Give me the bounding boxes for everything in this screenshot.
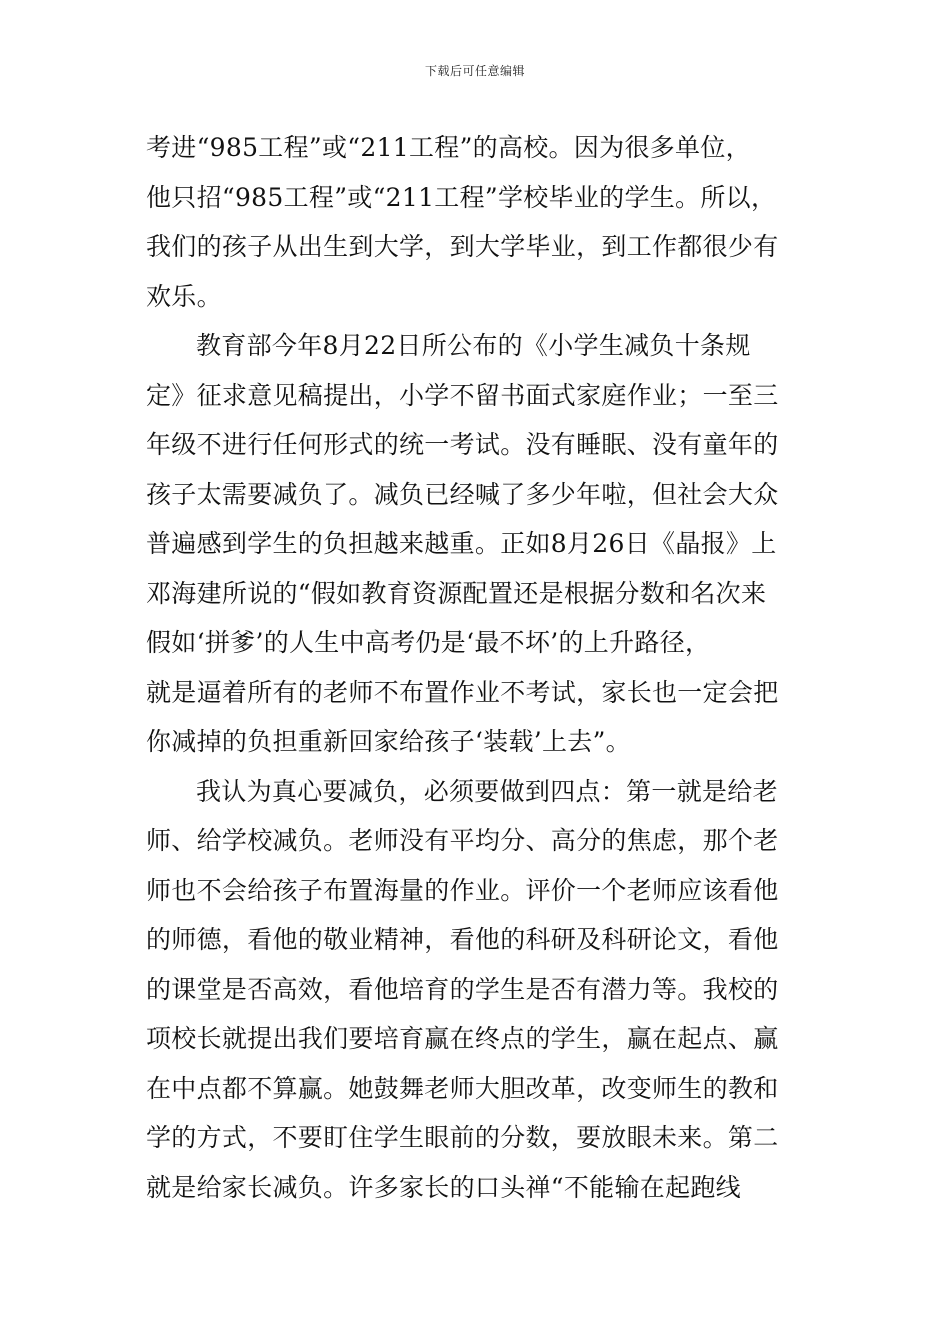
text-line: 年级不进行任何形式的统一考试。没有睡眠、没有童年的 [146,430,779,459]
text-line: 的课堂是否高效，看他培育的学生是否有潜力等。我校的 [146,974,779,1004]
text-line: 普遍感到学生的负担越来越重。正如8月26日《晶报》上 [146,529,777,558]
text-line: 考进“985工程”或“211工程”的高校。因为很多单位， [146,133,751,162]
text-line: 教育部今年8月22日所公布的《小学生减负十条规 [196,331,751,360]
page-header: 下载后可任意编辑 [424,64,525,78]
text-line: 学的方式，不要盯住学生眼前的分数，要放眼未来。第二 [146,1123,779,1152]
paragraph-2 [146,321,826,767]
text-line: 项校长就提出我们要培育赢在终点的学生，赢在起点、赢 [146,1024,779,1053]
text-line: 你减掉的负担重新回家给孩子‘装载’上去”。 [146,727,631,756]
text-line: 欢乐。 [146,281,222,311]
text-line: 孩子太需要减负了。减负已经喊了多少年啦，但社会大众 [146,479,779,509]
text-line: 就是给家长减负。许多家长的口头禅“不能输在起跑线 [146,1172,741,1202]
text-line: 我们的孩子从出生到大学，到大学毕业，到工作都很少有 [146,232,779,261]
text-line: 定》征求意见稿提出，小学不留书面式家庭作业；一至三 [146,380,779,410]
text-line: 他只招“985工程”或“211工程”学校毕业的学生。所以， [146,182,777,212]
text-line: 我认为真心要减负，必须要做到四点：第一就是给老 [196,776,778,806]
paragraph-3 [146,767,826,1213]
text-line: 就是逼着所有的老师不布置作业不考试，家长也一定会把 [146,677,779,707]
paragraph-1 [146,123,826,321]
text-line: 邓海建所说的“假如教育资源配置还是根据分数和名次来 [146,578,767,608]
text-line: 师也不会给孩子布置海量的作业。评价一个老师应该看他 [146,875,779,905]
text-line: 的师德，看他的敬业精神，看他的科研及科研论文，看他 [146,925,779,954]
text-line: 在中点都不算赢。她鼓舞老师大胆改革，改变师生的教和 [146,1073,779,1103]
document-body [146,123,826,1212]
text-line: 师、给学校减负。老师没有平均分、高分的焦虑，那个老 [146,826,779,855]
text-line: 假如‘拼爹’的人生中高考仍是‘最不坏’的上升路径， [146,628,711,657]
